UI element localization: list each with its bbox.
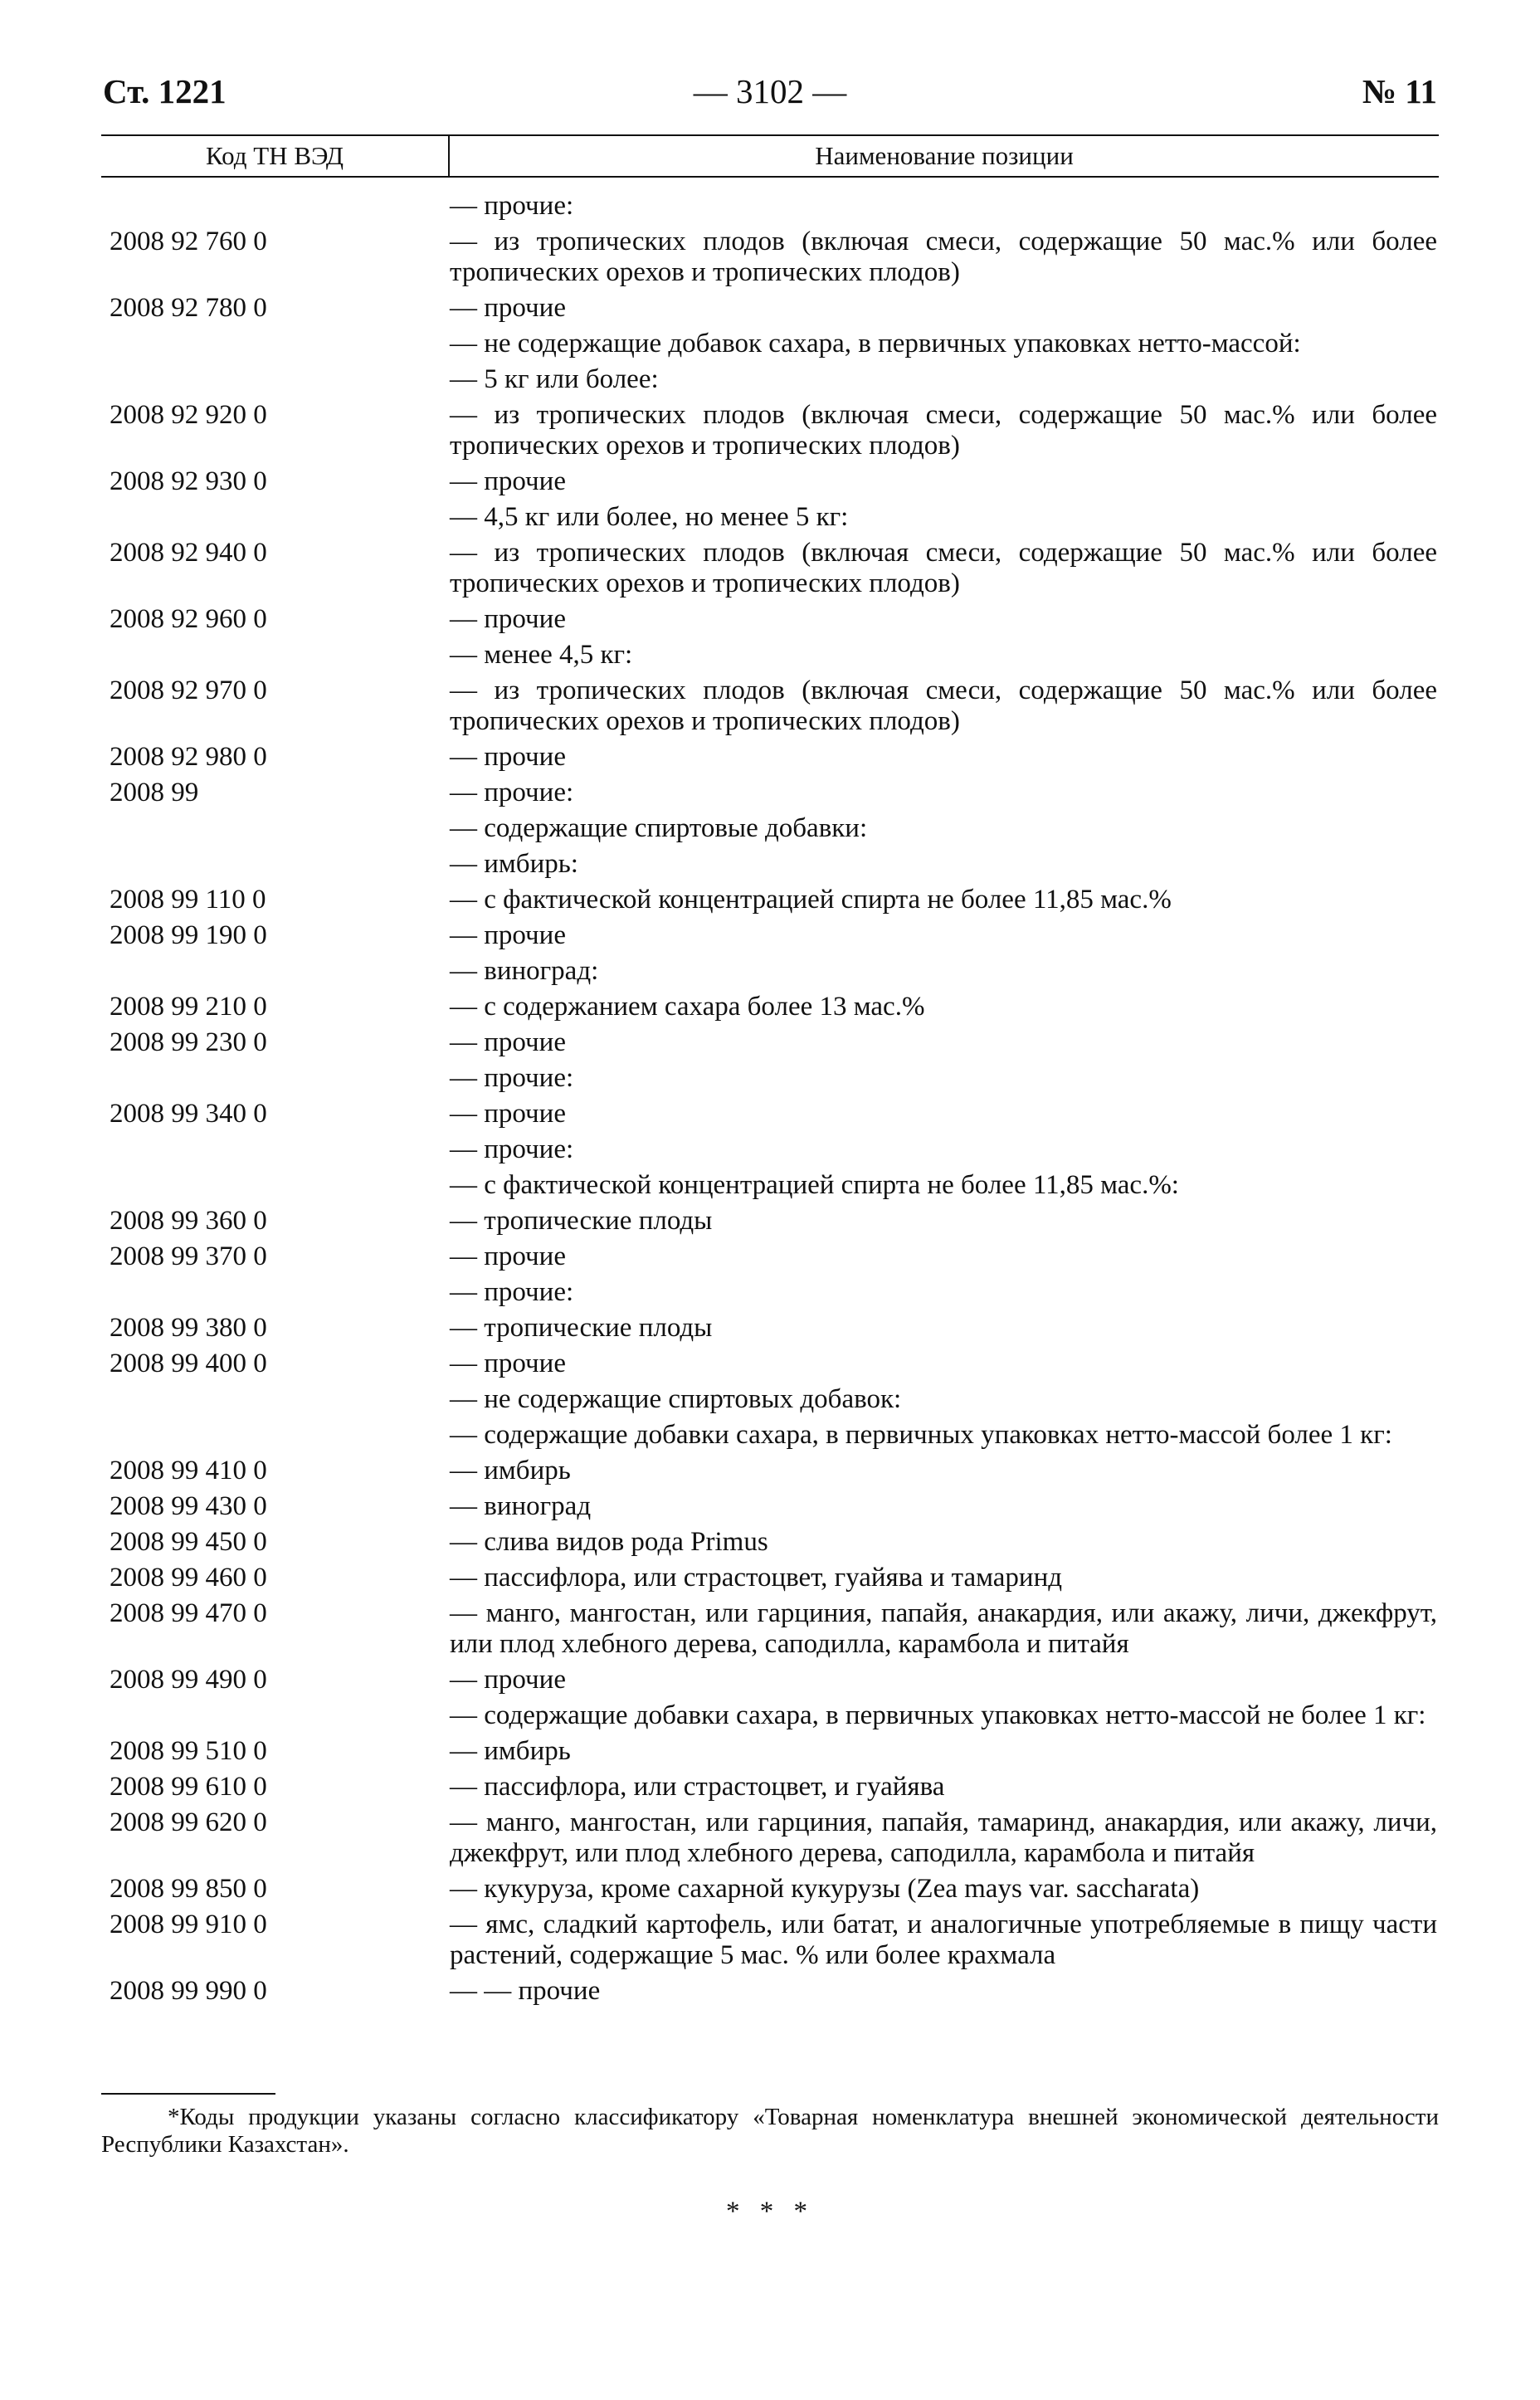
position-name: — прочие: xyxy=(450,1063,574,1093)
position-name: — тропические плоды xyxy=(450,1206,713,1236)
table-row xyxy=(101,676,1439,737)
position-name: — прочие: xyxy=(450,191,574,221)
table-row xyxy=(101,1063,1439,1094)
table-row xyxy=(101,1976,1439,2007)
table-row xyxy=(101,1241,1439,1272)
table-row xyxy=(101,1700,1439,1731)
position-name: — 4,5 кг или более, но менее 5 кг: xyxy=(450,502,849,532)
position-name: — прочие xyxy=(450,1099,566,1129)
position-name: — из тропических плодов (включая смеси, содержащие 50 мас.% или более тропических орехов и тропических плодов) xyxy=(450,538,1437,598)
tn-ved-code: 2008 99 190 0 xyxy=(110,920,267,950)
table-row xyxy=(101,293,1439,324)
position-name: — прочие xyxy=(450,466,566,496)
position-name: — имбирь xyxy=(450,1456,571,1485)
table-row xyxy=(101,1206,1439,1237)
position-name: — с фактической концентрацией спирта не более 11,85 мас.% xyxy=(450,885,1172,915)
tn-ved-code: 2008 99 910 0 xyxy=(110,1910,267,1939)
table-row xyxy=(101,1277,1439,1308)
table-row xyxy=(101,1491,1439,1522)
tn-ved-code: 2008 99 460 0 xyxy=(110,1563,267,1593)
position-name: — кукуруза, кроме сахарной кукурузы (Zea mays var. saccharata) xyxy=(450,1874,1200,1904)
tn-ved-code: 2008 99 990 0 xyxy=(110,1976,267,2006)
tn-ved-code: 2008 92 930 0 xyxy=(110,466,267,496)
table-row xyxy=(101,191,1439,222)
position-name: — прочие xyxy=(450,604,566,634)
footnote-divider xyxy=(101,2093,275,2095)
table-row xyxy=(101,1598,1439,1660)
tn-ved-code: 2008 92 970 0 xyxy=(110,676,267,705)
position-name: — прочие: xyxy=(450,1277,574,1307)
table-row xyxy=(101,778,1439,808)
table-row xyxy=(101,1420,1439,1451)
position-name: — прочие: xyxy=(450,778,574,807)
table-row xyxy=(101,1874,1439,1905)
tn-ved-code: 2008 92 760 0 xyxy=(110,227,267,256)
article-number: Ст. 1221 xyxy=(103,72,227,110)
position-name: — прочие xyxy=(450,1665,566,1695)
tn-ved-code: 2008 99 510 0 xyxy=(110,1736,267,1766)
position-name: — пассифлора, или страстоцвет, и гуайява xyxy=(450,1772,945,1802)
tn-ved-code: 2008 99 430 0 xyxy=(110,1491,267,1521)
page-number: — 3102 — xyxy=(693,72,847,110)
table-row xyxy=(101,1772,1439,1802)
table-row xyxy=(101,1456,1439,1486)
tn-ved-code: 2008 92 960 0 xyxy=(110,604,267,634)
tn-ved-code: 2008 99 340 0 xyxy=(110,1099,267,1129)
position-name: — пассифлора, или страстоцвет, гуайява и тамаринд xyxy=(450,1563,1063,1593)
tn-ved-code: 2008 99 110 0 xyxy=(110,885,266,915)
position-name: — содержащие спиртовые добавки: xyxy=(450,813,868,843)
table-row xyxy=(101,1384,1439,1415)
table-row xyxy=(101,1349,1439,1379)
position-name: — ямс, сладкий картофель, или батат, и аналогичные употребляемые в пищу части растений, содержащие 5 мас. % или более крахмала xyxy=(450,1910,1437,1970)
table-row xyxy=(101,813,1439,844)
tn-ved-code: 2008 99 xyxy=(110,778,199,807)
tn-ved-code: 2008 92 780 0 xyxy=(110,293,267,323)
tn-ved-code: 2008 92 980 0 xyxy=(110,742,267,772)
position-name: — прочие xyxy=(450,1027,566,1057)
position-name: — с содержанием сахара более 13 мас.% xyxy=(450,992,925,1022)
position-name: — имбирь xyxy=(450,1736,571,1766)
table-row xyxy=(101,1665,1439,1695)
table-row xyxy=(101,227,1439,288)
tn-ved-code: 2008 92 940 0 xyxy=(110,538,267,568)
table-row xyxy=(101,992,1439,1022)
table-row xyxy=(101,1313,1439,1344)
table-row xyxy=(101,538,1439,599)
table-row xyxy=(101,466,1439,497)
tn-ved-code: 2008 99 400 0 xyxy=(110,1349,267,1378)
tn-ved-code: 2008 99 360 0 xyxy=(110,1206,267,1236)
position-name: — слива видов рода Primus xyxy=(450,1527,768,1557)
position-name: — виноград xyxy=(450,1491,592,1521)
position-name: — прочие: xyxy=(450,1134,574,1164)
position-name: — прочие xyxy=(450,1349,566,1378)
table-row xyxy=(101,1910,1439,1971)
tn-ved-code: 2008 99 370 0 xyxy=(110,1241,267,1271)
position-name: — виноград: xyxy=(450,956,599,986)
position-name: — из тропических плодов (включая смеси, содержащие 50 мас.% или более тропических орехов и тропических плодов) xyxy=(450,227,1437,287)
position-name: — из тропических плодов (включая смеси, содержащие 50 мас.% или более тропических орехов и тропических плодов) xyxy=(450,400,1437,461)
position-name: — не содержащие добавок сахара, в первичных упаковках нетто-массой: xyxy=(450,329,1301,359)
tn-ved-code: 2008 99 850 0 xyxy=(110,1874,267,1904)
tn-ved-code: 2008 99 450 0 xyxy=(110,1527,267,1557)
footnote: *Коды продукции указаны согласно классификатору «Товарная номенклатура внешней экономической деятельности Республики Казахстан». xyxy=(101,2104,1439,2158)
position-name: — прочие xyxy=(450,920,566,950)
table-row xyxy=(101,742,1439,773)
position-name: — имбирь: xyxy=(450,849,578,879)
table-body xyxy=(101,191,1439,2012)
position-name: — манго, мангостан, или гарциния, папайя, анакардия, или акажу, личи, джекфрут, или плод хлебного дерева, саподилла, карамбола и питайя xyxy=(450,1598,1437,1659)
position-name: — прочие xyxy=(450,293,566,323)
table-row xyxy=(101,1099,1439,1129)
table-row xyxy=(101,1736,1439,1767)
table-row xyxy=(101,364,1439,395)
table-row xyxy=(101,956,1439,987)
position-name: — тропические плоды xyxy=(450,1313,713,1343)
position-name: — с фактической концентрацией спирта не более 11,85 мас.%: xyxy=(450,1170,1179,1200)
tn-ved-code: 2008 99 610 0 xyxy=(110,1772,267,1802)
tn-ved-code: 2008 99 210 0 xyxy=(110,992,267,1022)
position-name: — менее 4,5 кг: xyxy=(450,640,633,670)
page-header xyxy=(101,71,1439,121)
table-row xyxy=(101,400,1439,461)
table-header xyxy=(101,134,1439,178)
tn-ved-code: 2008 99 470 0 xyxy=(110,1598,267,1628)
tn-ved-code: 2008 99 230 0 xyxy=(110,1027,267,1057)
issue-number: № 11 xyxy=(1362,72,1437,110)
position-name: — содержащие добавки сахара, в первичных упаковках нетто-массой не более 1 кг: xyxy=(450,1700,1426,1730)
tn-ved-code: 2008 92 920 0 xyxy=(110,400,267,430)
table-row xyxy=(101,1170,1439,1201)
table-row xyxy=(101,1134,1439,1165)
position-name: — не содержащие спиртовых добавок: xyxy=(450,1384,902,1414)
column-header-code: Код ТН ВЭД xyxy=(205,141,344,170)
table-row xyxy=(101,502,1439,533)
column-header-name: Наименование позиции xyxy=(815,141,1074,170)
table-row xyxy=(101,640,1439,671)
table-row xyxy=(101,329,1439,359)
tn-ved-code: 2008 99 490 0 xyxy=(110,1665,267,1695)
table-row xyxy=(101,604,1439,635)
position-name: — — прочие xyxy=(450,1976,601,2006)
position-name: — манго, мангостан, или гарциния, папайя, тамаринд, анакардия, или акажу, личи, джекфрут, или плод хлебного дерева, саподилла, карамбола и питайя xyxy=(450,1807,1437,1868)
tn-ved-code: 2008 99 410 0 xyxy=(110,1456,267,1485)
position-name: — 5 кг или более: xyxy=(450,364,659,394)
table-row xyxy=(101,1563,1439,1593)
tn-ved-code: 2008 99 620 0 xyxy=(110,1807,267,1837)
position-name: — прочие xyxy=(450,1241,566,1271)
table-row xyxy=(101,885,1439,915)
position-name: — содержащие добавки сахара, в первичных упаковках нетто-массой более 1 кг: xyxy=(450,1420,1392,1450)
table-row xyxy=(101,1027,1439,1058)
position-name: — из тропических плодов (включая смеси, содержащие 50 мас.% или более тропических орехов и тропических плодов) xyxy=(450,676,1437,736)
table-row xyxy=(101,849,1439,880)
table-row xyxy=(101,1807,1439,1869)
table-row xyxy=(101,920,1439,951)
position-name: — прочие xyxy=(450,742,566,772)
table-row xyxy=(101,1527,1439,1558)
tn-ved-code: 2008 99 380 0 xyxy=(110,1313,267,1343)
end-mark: * * * xyxy=(726,2197,814,2227)
